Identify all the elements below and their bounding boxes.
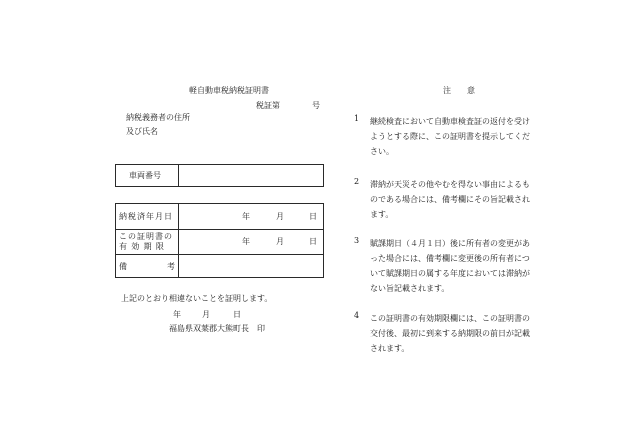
vehicle-number-label: 車両番号 — [129, 171, 161, 180]
note-number: 2 — [354, 177, 360, 186]
note-item-3 — [354, 236, 534, 296]
note-text: 継続検査において自動車検査証の返付を受けようとする際に、この証明書を提示してください。 — [370, 117, 530, 156]
validity-label-line1: この証明書の — [119, 232, 173, 241]
validity-label-line2: 有効期限 — [119, 242, 169, 251]
note-item-4 — [354, 311, 534, 356]
note-item-2 — [354, 177, 534, 222]
note-number: 3 — [354, 236, 360, 245]
note-text: 賦課期日（４月１日）後に所有者の変更があった場合には、備考欄に変更後の所有者について賦課期日の属する年度においては滞納がない旨記載されます。 — [370, 239, 530, 293]
tax-paid-month-unit: 月 — [276, 212, 284, 221]
vehicle-number-box — [115, 164, 324, 187]
validity-day-unit: 日 — [309, 237, 317, 246]
note-number: 1 — [354, 114, 360, 123]
issuer-name: 福島県双葉郡大熊町長 印 — [169, 324, 265, 333]
validity-month-unit: 月 — [276, 237, 284, 246]
note-item-1 — [354, 114, 534, 159]
certify-statement: 上記のとおり相違ないことを証明します。 — [121, 294, 273, 303]
remarks-label: 備考 — [119, 262, 215, 271]
validity-year-unit: 年 — [242, 237, 250, 246]
taxpayer-address-label: 納税義務者の住所 — [126, 113, 190, 122]
taxpayer-name-label: 及び氏名 — [126, 127, 158, 136]
tax-paid-day-unit: 日 — [309, 212, 317, 221]
notes-heading: 注 意 — [443, 86, 475, 95]
certificate-title: 軽自動車税納税証明書 — [189, 86, 269, 95]
tax-paid-date-label: 納税済年月日 — [119, 212, 173, 221]
issue-month-unit: 月 — [202, 310, 210, 319]
tax-info-table — [115, 203, 324, 278]
certificate-number: 税証第 号 — [256, 101, 320, 110]
tax-paid-year-unit: 年 — [242, 212, 250, 221]
note-text: 滞納が天災その他やむを得ない事由によるものである場合には、備考欄にその旨記載されます。 — [370, 180, 530, 219]
note-text: この証明書の有効期限欄には、この証明書の交付後、最初に到来する納期限の前日が記載されます。 — [370, 314, 530, 353]
note-number: 4 — [354, 311, 360, 320]
issue-year-unit: 年 — [173, 310, 181, 319]
issue-day-unit: 日 — [233, 310, 241, 319]
